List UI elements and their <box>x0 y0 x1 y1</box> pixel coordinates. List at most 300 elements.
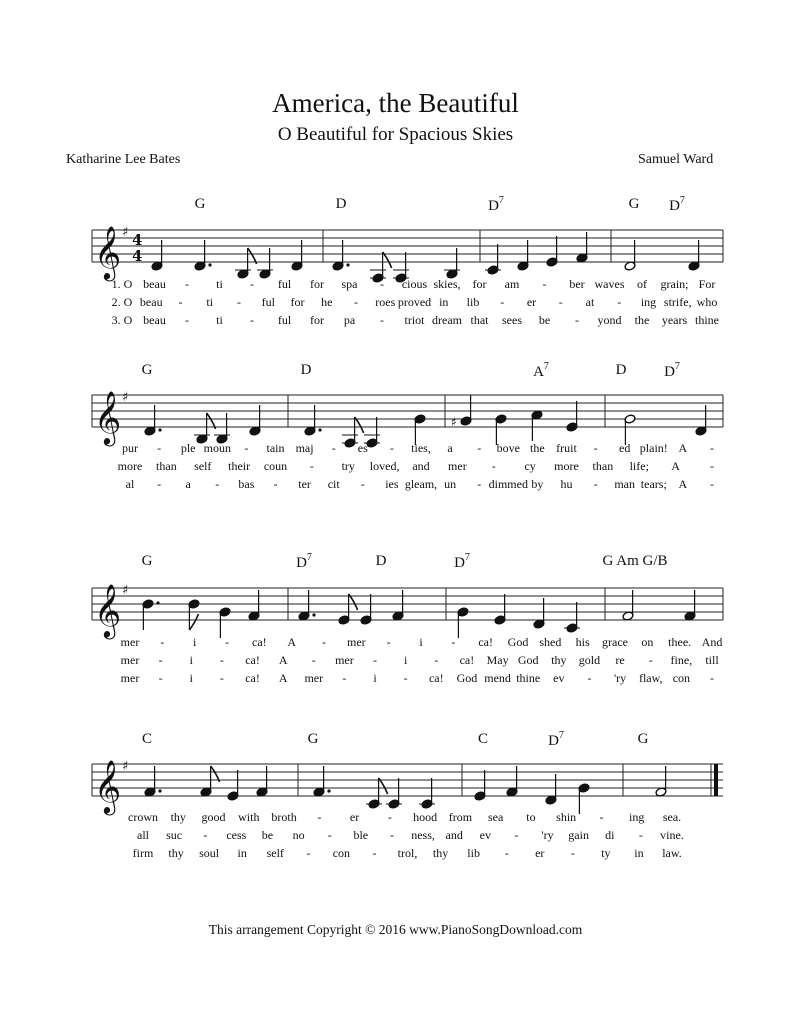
lyric-syllable: ca! <box>252 635 267 649</box>
lyric-syllable: - <box>514 828 519 842</box>
lyric-syllable: thy <box>432 846 449 860</box>
lyric-syllable: bove <box>496 441 520 455</box>
lyric-syllable: broth <box>271 810 297 824</box>
lyric-syllable: than <box>156 459 177 473</box>
lyric-syllable: cess <box>226 828 247 842</box>
lyric-syllable: lib <box>466 295 480 309</box>
lyric-syllable: 'ry <box>614 671 627 685</box>
lyric-syllable: - <box>327 828 332 842</box>
lyric-syllable: ter <box>298 477 311 491</box>
lyric-syllable: soul <box>199 846 220 860</box>
lyric-syllable: i <box>373 671 377 685</box>
lyric-syllable: maj <box>295 441 314 455</box>
lyric-syllable: the <box>530 441 545 455</box>
chord-name: G <box>628 196 640 212</box>
lyric-syllable: - <box>434 653 439 667</box>
note-flag <box>189 614 198 630</box>
lyric-syllable: he <box>321 295 333 309</box>
lyric-syllable: - <box>185 277 189 291</box>
lyric-syllable: moun <box>203 441 231 455</box>
lyric-syllable: cious <box>401 277 428 291</box>
lyric-syllable: ing <box>640 295 657 309</box>
chord-symbol <box>664 362 680 381</box>
lyric-syllable: - <box>575 313 579 327</box>
lyric-syllable: - <box>477 441 482 455</box>
lyric-syllable: all <box>137 828 149 842</box>
lyric-syllable: shin <box>556 810 577 824</box>
chord-name: D <box>375 553 387 569</box>
lyric-syllable: man <box>614 477 636 491</box>
lyric-syllable: mer <box>120 653 140 667</box>
lyric-syllable: ing <box>629 810 645 824</box>
lyric-syllable: mer <box>120 635 140 649</box>
lyric-syllable: by <box>531 477 544 491</box>
lyric-syllable: sees <box>502 313 522 327</box>
lyric-syllable: For <box>698 277 716 291</box>
lyric-syllable: - <box>219 653 224 667</box>
lyric-syllable: grace <box>602 635 628 649</box>
lyric-syllable: be <box>538 313 551 327</box>
chord-symbol <box>142 553 153 570</box>
lyric-syllable: years <box>661 313 688 327</box>
dot <box>158 428 161 431</box>
chord-name: D <box>300 362 312 378</box>
lyric-syllable: - <box>306 846 311 860</box>
lyric-syllable: - <box>158 671 163 685</box>
lyric-syllable: - <box>387 810 392 824</box>
lyric-syllable: ty <box>601 846 611 860</box>
lyric-syllable: 1. O <box>111 277 133 291</box>
lyric-syllable: - <box>451 635 456 649</box>
lyric-syllable: i <box>189 671 193 685</box>
chord-symbol <box>602 553 667 570</box>
lyric-syllable: proved <box>397 295 432 309</box>
lyric-syllable: - <box>710 441 714 455</box>
lyric-syllable: A <box>678 477 688 491</box>
lyric-syllable: in <box>237 846 247 860</box>
lyric-syllable: And <box>701 635 723 649</box>
lyric-syllable: - <box>160 635 165 649</box>
lyric-syllable: firm <box>132 846 154 860</box>
lyric-syllable: beau <box>143 277 166 291</box>
lyric-syllable: ple <box>180 441 196 455</box>
lyric-syllable: of <box>637 277 647 291</box>
lyric-syllable: be <box>261 828 274 842</box>
lyric-syllable: ber <box>569 277 585 291</box>
chord-symbol <box>142 362 153 379</box>
lyric-syllable: er <box>349 810 360 824</box>
lyric-syllable: - <box>599 810 604 824</box>
chord-symbol <box>616 362 627 379</box>
lyric-syllable: 'ry <box>541 828 554 842</box>
chord-name: G Am G/B <box>602 553 668 569</box>
chord-name: G <box>637 731 649 747</box>
lyric-syllable: May <box>486 653 509 667</box>
lyric-syllable: self <box>266 846 284 860</box>
lyric-syllable: - <box>542 277 547 291</box>
lyric-syllable: with <box>238 810 260 824</box>
lyricist-credit: Katharine Lee Bates <box>66 152 181 167</box>
sharp-accidental-icon: ♯ <box>451 415 457 429</box>
lyric-syllable: and <box>412 459 430 473</box>
chord-name: D <box>615 362 627 378</box>
lyric-syllable: - <box>638 828 643 842</box>
chord-extension: 7 <box>558 730 564 741</box>
lyric-syllable: ful <box>277 313 292 327</box>
lyric-syllable: - <box>373 653 378 667</box>
lyric-syllable: gleam, <box>404 477 438 491</box>
dot <box>318 428 321 431</box>
treble-clef-icon: 𝄞 <box>94 759 122 813</box>
lyric-syllable: the <box>634 313 650 327</box>
lyric-syllable: tain <box>266 441 285 455</box>
lyric-syllable: - <box>273 477 278 491</box>
dot <box>208 263 211 266</box>
lyric-syllable: ties, <box>411 441 431 455</box>
lyric-syllable: - <box>158 653 163 667</box>
chord-symbol <box>308 731 319 748</box>
lyric-syllable: trol, <box>397 846 418 860</box>
lyric-syllable: ti <box>216 313 223 327</box>
lyric-syllable: suc <box>166 828 183 842</box>
chord-name: C <box>141 731 153 747</box>
lyric-syllable: plain! <box>639 441 668 455</box>
chord-name: D <box>335 196 347 212</box>
chord-symbol <box>296 553 312 572</box>
lyric-syllable: - <box>380 277 384 291</box>
lyric-syllable: - <box>237 295 241 309</box>
lyric-syllable: thine <box>695 313 719 327</box>
lyric-syllable: 2. O <box>111 295 133 309</box>
lyric-syllable: life; <box>629 459 649 473</box>
lyric-syllable: loved, <box>369 459 400 473</box>
treble-clef-icon: 𝄞 <box>94 583 122 637</box>
lyric-syllable: - <box>360 477 365 491</box>
lyric-syllable: waves <box>594 277 625 291</box>
lyric-syllable: - <box>570 846 575 860</box>
lyric-syllable: - <box>403 671 408 685</box>
lyric-syllable: mer <box>304 671 324 685</box>
lyric-syllable: - <box>389 828 394 842</box>
lyric-syllable: flaw, <box>638 671 663 685</box>
lyric-syllable: thee. <box>668 635 692 649</box>
lyric-syllable: - <box>386 635 391 649</box>
lyric-syllable: er <box>526 295 537 309</box>
lyric-syllable: gold <box>578 653 601 667</box>
chord-name: D <box>488 198 499 214</box>
lyric-syllable: in <box>634 846 644 860</box>
lyric-syllable: - <box>244 441 249 455</box>
lyric-syllable: pur <box>122 441 138 455</box>
lyric-syllable: strife, <box>663 295 692 309</box>
chord-name: D <box>548 733 559 749</box>
lyric-syllable: from <box>448 810 473 824</box>
treble-clef-icon: 𝄞 <box>94 225 122 279</box>
lyric-syllable: grain; <box>660 277 689 291</box>
lyric-syllable: con <box>672 671 691 685</box>
lyric-syllable: - <box>322 635 326 649</box>
lyric-syllable: pa <box>343 313 356 327</box>
lyric-syllable: ca! <box>245 653 260 667</box>
lyric-syllable: for <box>290 295 305 309</box>
lyric-syllable: ev <box>553 671 565 685</box>
lyric-syllable: - <box>593 441 598 455</box>
lyric-syllable: a <box>447 441 453 455</box>
lyric-syllable: es <box>357 441 368 455</box>
chord-extension: 7 <box>498 195 504 206</box>
chord-name: A <box>533 364 544 380</box>
lyric-syllable: A <box>287 635 296 649</box>
lyric-syllable: A <box>278 653 288 667</box>
lyric-syllable: i <box>192 635 197 649</box>
lyric-syllable: lib <box>467 846 480 860</box>
lyric-syllable: un <box>444 477 457 491</box>
lyric-syllable: gain <box>568 828 589 842</box>
lyric-syllable: mer <box>120 671 140 685</box>
lyric-syllable: beau <box>139 295 163 309</box>
lyric-syllable: dimmed <box>488 477 528 491</box>
lyric-syllable: fruit <box>556 441 577 455</box>
chord-extension: 7 <box>306 552 312 563</box>
lyric-syllable: ble <box>353 828 369 842</box>
chord-name: G <box>141 553 153 569</box>
chord-symbol <box>478 731 488 748</box>
lyric-syllable: hu <box>560 477 573 491</box>
lyric-syllable: ti <box>216 277 223 291</box>
chord-name: G <box>194 196 206 212</box>
lyric-syllable: ca! <box>245 671 260 685</box>
lyric-syllable: - <box>157 441 162 455</box>
lyric-syllable: mend <box>484 671 511 685</box>
chord-symbol <box>376 553 387 570</box>
lyric-syllable: ti <box>206 295 214 309</box>
lyric-syllable: sea <box>487 810 504 824</box>
lyric-syllable: - <box>354 295 358 309</box>
lyric-syllable: their <box>228 459 251 473</box>
lyric-syllable: vine. <box>660 828 684 842</box>
lyric-syllable: - <box>491 459 496 473</box>
key-signature-sharp-icon: ♯ <box>122 759 129 774</box>
key-signature-sharp-icon: ♯ <box>122 225 129 240</box>
lyric-syllable: re <box>615 653 625 667</box>
chord-symbol <box>629 196 640 213</box>
lyric-syllable: bas <box>238 477 255 491</box>
lyric-syllable: thine <box>516 671 541 685</box>
lyric-syllable: God <box>517 653 539 667</box>
lyric-syllable: - <box>178 295 183 309</box>
lyric-syllable: - <box>317 810 322 824</box>
lyric-syllable: at <box>585 295 595 309</box>
lyric-syllable: - <box>309 459 314 473</box>
chord-symbol <box>669 196 685 215</box>
lyric-syllable: i <box>404 653 408 667</box>
lyric-syllable: tears; <box>640 477 667 491</box>
dot <box>156 601 159 604</box>
lyric-syllable: - <box>380 313 384 327</box>
lyric-syllable: - <box>710 477 714 491</box>
lyric-syllable: - <box>710 459 714 473</box>
lyric-syllable: more <box>554 459 579 473</box>
lyric-syllable: hood <box>413 810 438 824</box>
chord-symbol <box>454 553 470 572</box>
dot <box>312 613 315 616</box>
copyright-notice: This arrangement Copyright © 2016 www.PianoSongDownload.com <box>208 922 583 937</box>
lyric-syllable: thy <box>168 846 184 860</box>
lyric-syllable: beau <box>143 313 166 327</box>
lyric-syllable: ful <box>277 277 292 291</box>
chord-symbol <box>533 362 549 381</box>
chord-symbol <box>142 731 152 748</box>
lyric-syllable: God <box>507 635 529 649</box>
lyric-syllable: a <box>185 477 191 491</box>
lyric-syllable: con <box>332 846 351 860</box>
lyric-syllable: spa <box>341 277 358 291</box>
lyric-syllable: al <box>125 477 135 491</box>
lyric-syllable: am <box>504 277 520 291</box>
song-subtitle: O Beautiful for Spacious Skies <box>277 124 514 145</box>
lyric-syllable: ed <box>619 441 631 455</box>
lyric-syllable: - <box>593 477 598 491</box>
lyric-syllable: - <box>558 295 563 309</box>
lyric-syllable: - <box>331 441 336 455</box>
chord-symbol <box>638 731 649 748</box>
treble-clef-icon: 𝄞 <box>94 390 122 444</box>
key-signature-sharp-icon: ♯ <box>122 390 129 405</box>
time-signature-top: 4 <box>132 231 143 249</box>
lyric-syllable: - <box>477 477 482 491</box>
lyric-syllable: for <box>472 277 487 291</box>
chord-symbol <box>488 196 504 215</box>
lyric-syllable: - <box>311 653 316 667</box>
dot <box>327 789 330 792</box>
chord-name: D <box>669 198 680 214</box>
lyric-syllable: for <box>310 277 324 291</box>
lyric-syllable: in <box>439 295 449 309</box>
lyric-syllable: ies <box>385 477 399 491</box>
time-signature-bottom: 4 <box>132 247 143 265</box>
lyric-syllable: ca! <box>459 653 475 667</box>
lyric-syllable: roes <box>375 295 396 309</box>
chord-extension: 7 <box>543 361 549 372</box>
chord-name: D <box>664 364 675 380</box>
lyric-syllable: A <box>678 441 688 455</box>
lyric-syllable: A <box>278 671 288 685</box>
lyric-syllable: i <box>419 635 423 649</box>
lyric-syllable: - <box>342 671 347 685</box>
lyric-syllable: dream <box>432 313 462 327</box>
lyric-syllable: - <box>157 477 162 491</box>
lyric-syllable: law. <box>662 846 682 860</box>
lyric-syllable: more <box>117 459 143 473</box>
lyric-syllable: till <box>705 653 719 667</box>
lyric-syllable: than <box>592 459 614 473</box>
lyric-syllable: no <box>292 828 305 842</box>
composer-credit: Samuel Ward <box>638 152 714 167</box>
lyric-syllable: - <box>203 828 208 842</box>
chord-symbol <box>301 362 312 379</box>
lyric-syllable: self <box>194 459 212 473</box>
lyric-syllable: who <box>696 295 718 309</box>
lyric-syllable: - <box>648 653 653 667</box>
lyric-syllable: - <box>185 313 189 327</box>
lyric-syllable: ful <box>261 295 275 309</box>
lyric-syllable: and <box>445 828 463 842</box>
lyric-syllable: thy <box>170 810 186 824</box>
lyric-syllable: his <box>575 635 590 649</box>
lyric-syllable: ev <box>479 828 491 842</box>
chord-symbol <box>336 196 347 213</box>
lyric-syllable: sea. <box>662 810 682 824</box>
lyric-syllable: to <box>526 810 536 824</box>
lyric-syllable: ca! <box>478 635 493 649</box>
lyric-syllable: cit <box>327 477 340 491</box>
chord-symbol <box>195 196 206 213</box>
lyric-syllable: i <box>189 653 193 667</box>
lyric-syllable: - <box>225 635 229 649</box>
lyric-syllable: good <box>201 810 226 824</box>
chord-extension: 7 <box>679 195 685 206</box>
lyric-syllable: shed <box>539 635 562 649</box>
lyric-syllable: - <box>710 671 714 685</box>
lyric-syllable: A <box>671 459 680 473</box>
lyric-syllable: yond <box>597 313 622 327</box>
lyric-syllable: - <box>500 295 505 309</box>
lyric-syllable: crown <box>128 810 158 824</box>
lyric-syllable: - <box>504 846 509 860</box>
lyric-syllable: thy <box>551 653 567 667</box>
final-bar-thick <box>714 764 718 796</box>
lyric-syllable: that <box>470 313 489 327</box>
chord-name: D <box>454 555 465 571</box>
lyric-syllable: - <box>219 671 224 685</box>
lyric-syllable: God <box>456 671 478 685</box>
lyric-syllable: fine, <box>670 653 693 667</box>
lyric-syllable: for <box>310 313 324 327</box>
chord-name: D <box>296 555 307 571</box>
lyric-syllable: 3. O <box>111 313 133 327</box>
lyric-syllable: try <box>341 459 355 473</box>
lyric-syllable: - <box>389 441 394 455</box>
lyric-syllable: - <box>372 846 377 860</box>
lyric-syllable: - <box>250 277 254 291</box>
lyric-syllable: ca! <box>428 671 444 685</box>
lyric-syllable: triot <box>404 313 425 327</box>
key-signature-sharp-icon: ♯ <box>122 583 129 598</box>
lyric-syllable: mer <box>335 653 354 667</box>
lyric-syllable: di <box>605 828 615 842</box>
lyric-syllable: - <box>617 295 622 309</box>
song-title: America, the Beautiful <box>272 88 519 118</box>
chord-extension: 7 <box>674 361 680 372</box>
lyric-syllable: skies, <box>433 277 461 291</box>
lyric-syllable: coun <box>263 459 288 473</box>
lyric-syllable: on <box>641 635 654 649</box>
chord-name: C <box>477 731 489 747</box>
lyric-syllable: ness, <box>411 828 435 842</box>
lyric-syllable: - <box>587 671 592 685</box>
lyric-syllable: mer <box>448 459 467 473</box>
lyric-syllable: - <box>215 477 220 491</box>
lyric-syllable: - <box>250 313 254 327</box>
lyric-syllable: cy <box>524 459 536 473</box>
chord-extension: 7 <box>464 552 470 563</box>
dot <box>346 263 349 266</box>
chord-name: G <box>307 731 319 747</box>
chord-name: G <box>141 362 153 378</box>
dot <box>158 789 161 792</box>
lyric-syllable: mer <box>347 635 366 649</box>
lyric-syllable: er <box>535 846 545 860</box>
